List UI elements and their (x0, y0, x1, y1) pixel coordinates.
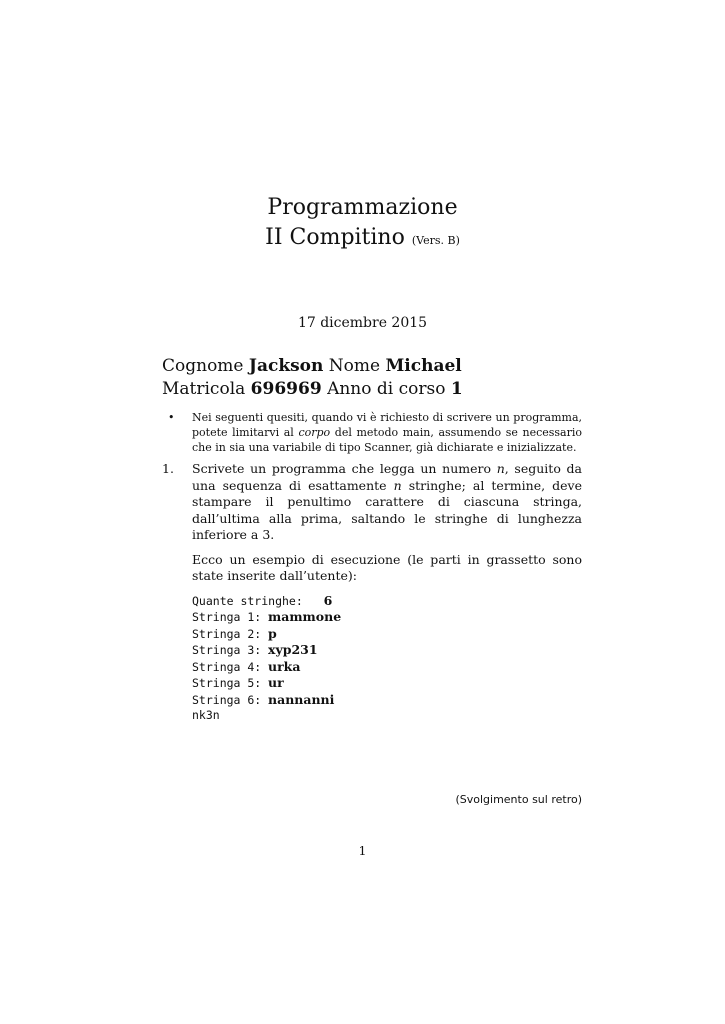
student-id-line (162, 378, 463, 401)
row-label: Stringa 6: (192, 692, 262, 707)
name-label: Nome (328, 356, 381, 376)
exercise-1 (162, 461, 582, 724)
statement-a: Scrivete un programma che legga un numero (192, 461, 497, 476)
id-value: 696969 (250, 379, 322, 399)
code-row (192, 626, 582, 643)
example-intro: Ecco un esempio di esecuzione (le parti in grassetto sono state inserite dall’utente): (192, 551, 582, 583)
id-label: Matricola (162, 379, 246, 399)
title-block (0, 193, 725, 256)
exercise-statement (192, 461, 582, 544)
course-title: Programmazione (267, 195, 458, 220)
note-text-b: del metodo main, assumendo se necessario che in sia una variabile di tipo Scanner, già dichiarate e inizializzate. (192, 426, 582, 454)
row-value: nannanni (268, 691, 335, 707)
exam-subtitle (0, 223, 725, 256)
row-value: mammone (268, 609, 342, 624)
code-row (192, 692, 582, 709)
exam-name: II Compitino (265, 225, 405, 250)
bullet-icon: • (168, 411, 175, 424)
statement-b: , seguito da una sequenza di esattamente (192, 461, 582, 493)
row-value: xyp231 (268, 642, 318, 657)
exercise-body (192, 461, 582, 724)
note-emphasis: corpo (298, 426, 331, 439)
instructions-note (168, 410, 582, 455)
surname-label: Cognome (162, 356, 244, 376)
code-row (192, 609, 582, 626)
prompt-value: 6 (323, 592, 333, 608)
row-label: Stringa 1: (192, 610, 262, 624)
student-name-line (162, 355, 463, 378)
surname-value: Jackson (248, 356, 324, 376)
page-number: 1 (358, 843, 367, 858)
row-value: p (268, 625, 277, 641)
variable-n-2: n (393, 477, 402, 493)
year-value: 1 (450, 379, 463, 399)
row-label: Stringa 3: (192, 643, 262, 657)
exercise-number: 1. (162, 461, 174, 476)
program-output: nk3n (192, 708, 220, 722)
variable-n: n (496, 461, 505, 476)
prompt-row (192, 593, 582, 610)
row-label: Stringa 5: (192, 676, 262, 690)
row-value: ur (268, 675, 284, 690)
row-value: urka (268, 658, 301, 674)
exam-date: 17 dicembre 2015 (297, 315, 428, 331)
statement-c: stringhe; al termine, deve stampare il penultimo carattere di ciascuna stringa, dall’ultima alla prima, saltando le stringhe di lunghezza inferiore a 3. (192, 477, 582, 542)
row-label: Stringa 4: (192, 659, 262, 674)
code-row (192, 659, 582, 676)
exam-version: (Vers. B) (411, 234, 460, 247)
year-label: Anno di corso (327, 379, 446, 399)
student-info (162, 355, 463, 401)
name-value: Michael (385, 356, 462, 376)
note-text-a: Nei seguenti quesiti, quando vi è richiesto di scrivere un programma, potete limitarvi al (192, 411, 582, 439)
row-label: Stringa 2: (192, 626, 262, 641)
prompt-label: Quante stringhe: (192, 593, 303, 608)
example-execution (192, 593, 582, 724)
code-row (192, 675, 582, 692)
code-row (192, 642, 582, 659)
footer-note: (Svolgimento sul retro) (455, 793, 582, 806)
instructions-text (192, 410, 582, 455)
